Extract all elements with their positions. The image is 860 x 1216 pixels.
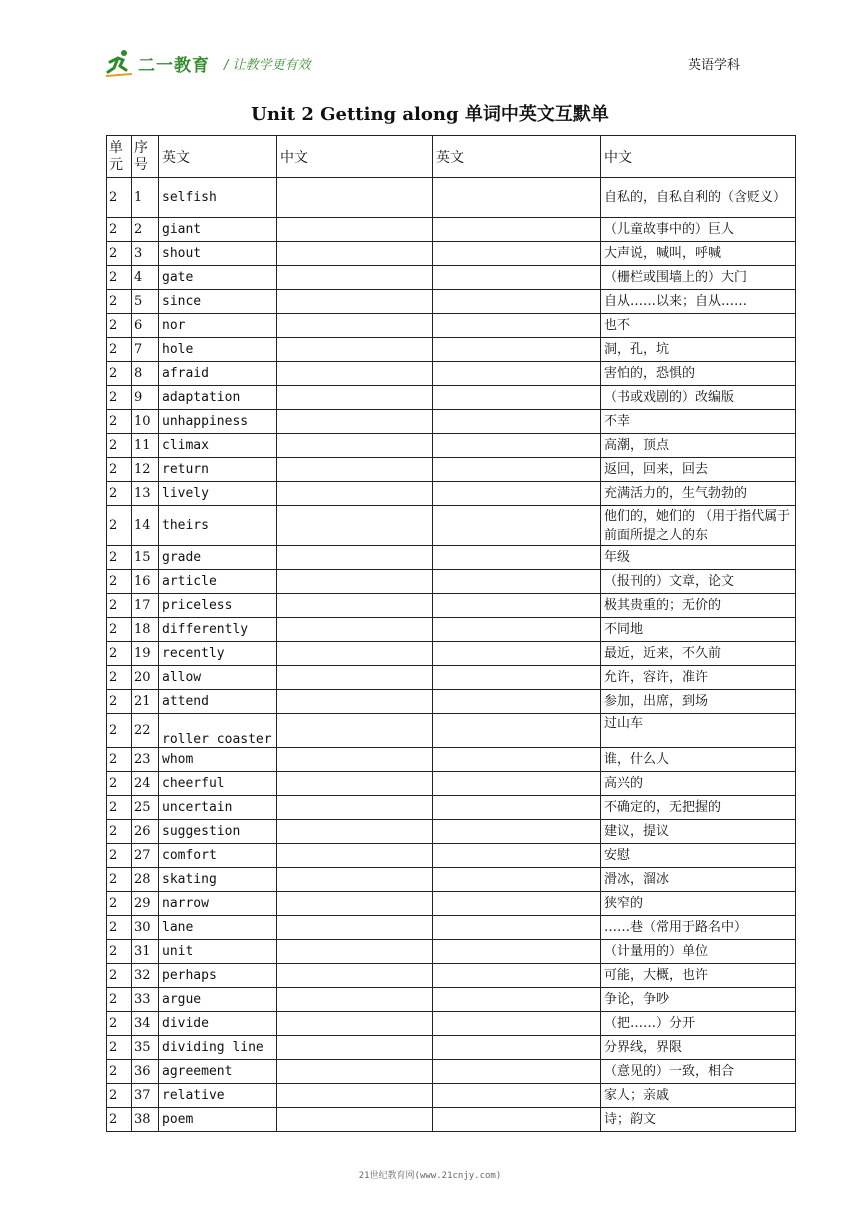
number-cell: 21 [132,690,159,714]
chinese-blank-cell [277,458,433,482]
english-blank-cell [433,748,601,772]
chinese-cell: 安慰 [601,844,796,868]
chinese-blank-cell [277,748,433,772]
chinese-blank-cell [277,642,433,666]
logo [104,46,210,80]
chinese-cell: 狭窄的 [601,892,796,916]
number-cell: 38 [132,1108,159,1132]
chinese-cell: （儿童故事中的）巨人 [601,218,796,242]
unit-cell: 2 [107,772,132,796]
chinese-cell: （栅栏或围墙上的）大门 [601,266,796,290]
unit-cell: 2 [107,892,132,916]
unit-cell: 2 [107,218,132,242]
english-cell: theirs [159,506,277,546]
table-row [107,642,796,666]
table-row [107,690,796,714]
chinese-cell: 滑冰，溜冰 [601,868,796,892]
header-chinese-2: 中文 [601,136,796,178]
english-blank-cell [433,1108,601,1132]
english-cell: roller coaster [159,714,277,748]
number-cell: 7 [132,338,159,362]
english-blank-cell [433,714,601,748]
english-blank-cell [433,290,601,314]
english-cell: narrow [159,892,277,916]
english-cell: shout [159,242,277,266]
number-cell: 30 [132,916,159,940]
chinese-cell: ……巷（常用于路名中） [601,916,796,940]
english-cell: lane [159,916,277,940]
chinese-blank-cell [277,666,433,690]
chinese-cell: 洞，孔，坑 [601,338,796,362]
number-cell: 2 [132,218,159,242]
number-cell: 15 [132,546,159,570]
chinese-cell: （书或戏剧的）改编版 [601,386,796,410]
chinese-blank-cell [277,242,433,266]
unit-cell: 2 [107,410,132,434]
number-cell: 19 [132,642,159,666]
header-unit-label: 单元 [109,139,123,173]
chinese-blank-cell [277,410,433,434]
english-blank-cell [433,1060,601,1084]
english-cell: cheerful [159,772,277,796]
number-cell: 5 [132,290,159,314]
chinese-blank-cell [277,618,433,642]
english-blank-cell [433,266,601,290]
chinese-blank-cell [277,434,433,458]
table-row [107,964,796,988]
table-row [107,1012,796,1036]
chinese-cell: （意见的）一致，相合 [601,1060,796,1084]
english-cell: relative [159,1084,277,1108]
chinese-cell: 参加，出席，到场 [601,690,796,714]
number-cell: 29 [132,892,159,916]
table-row [107,868,796,892]
chinese-blank-cell [277,796,433,820]
unit-cell: 2 [107,666,132,690]
unit-cell: 2 [107,458,132,482]
english-blank-cell [433,218,601,242]
page-title: Unit 2 Getting along 单词中英文互默单 [251,104,609,125]
table-header-row [107,136,796,178]
chinese-cell: 争论，争吵 [601,988,796,1012]
number-cell: 14 [132,506,159,546]
number-cell: 9 [132,386,159,410]
header-english-2: 英文 [433,136,601,178]
chinese-cell: （报刊的）文章，论文 [601,570,796,594]
number-cell: 16 [132,570,159,594]
english-blank-cell [433,178,601,218]
table-row [107,290,796,314]
table-row [107,892,796,916]
number-cell: 18 [132,618,159,642]
number-cell: 1 [132,178,159,218]
english-cell: article [159,570,277,594]
english-blank-cell [433,892,601,916]
unit-cell: 2 [107,1012,132,1036]
english-blank-cell [433,458,601,482]
chinese-blank-cell [277,546,433,570]
number-cell: 37 [132,1084,159,1108]
chinese-cell: 允许，容许，准许 [601,666,796,690]
number-cell: 23 [132,748,159,772]
english-blank-cell [433,988,601,1012]
table-row [107,940,796,964]
chinese-blank-cell [277,940,433,964]
english-blank-cell [433,772,601,796]
unit-cell: 2 [107,362,132,386]
number-cell: 20 [132,666,159,690]
number-cell: 25 [132,796,159,820]
table-row [107,338,796,362]
chinese-blank-cell [277,772,433,796]
chinese-blank-cell [277,218,433,242]
english-blank-cell [433,338,601,362]
number-cell: 36 [132,1060,159,1084]
chinese-blank-cell [277,482,433,506]
chinese-blank-cell [277,570,433,594]
chinese-blank-cell [277,178,433,218]
header-number-label: 序号 [134,139,148,173]
chinese-cell: 自私的，自私自利的（含贬义） [601,178,796,218]
table-row [107,988,796,1012]
english-cell: dividing line [159,1036,277,1060]
table-row [107,458,796,482]
chinese-cell: 不同地 [601,618,796,642]
english-blank-cell [433,796,601,820]
english-cell: unit [159,940,277,964]
number-cell: 10 [132,410,159,434]
unit-cell: 2 [107,266,132,290]
english-cell: uncertain [159,796,277,820]
chinese-cell: 谁，什么人 [601,748,796,772]
table-row [107,546,796,570]
number-cell: 6 [132,314,159,338]
english-blank-cell [433,546,601,570]
chinese-blank-cell [277,868,433,892]
unit-cell: 2 [107,748,132,772]
chinese-cell: 大声说，喊叫，呼喊 [601,242,796,266]
number-cell: 24 [132,772,159,796]
english-cell: poem [159,1108,277,1132]
table-row [107,178,796,218]
english-blank-cell [433,594,601,618]
table-row [107,362,796,386]
unit-cell: 2 [107,594,132,618]
chinese-blank-cell [277,1060,433,1084]
chinese-blank-cell [277,594,433,618]
unit-cell: 2 [107,796,132,820]
chinese-blank-cell [277,506,433,546]
english-cell: giant [159,218,277,242]
english-cell: argue [159,988,277,1012]
unit-cell: 2 [107,940,132,964]
english-blank-cell [433,1012,601,1036]
chinese-blank-cell [277,338,433,362]
unit-cell: 2 [107,386,132,410]
english-cell: agreement [159,1060,277,1084]
unit-cell: 2 [107,868,132,892]
unit-cell: 2 [107,1036,132,1060]
chinese-cell: 害怕的，恐惧的 [601,362,796,386]
chinese-blank-cell [277,690,433,714]
chinese-blank-cell [277,290,433,314]
unit-cell: 2 [107,988,132,1012]
unit-cell: 2 [107,314,132,338]
number-cell: 28 [132,868,159,892]
running-figure-icon [104,48,134,78]
table-row [107,1084,796,1108]
chinese-blank-cell [277,714,433,748]
chinese-cell: 他们的，她们的 （用于指代属于前面所提之人的东 [601,506,796,546]
table-row [107,386,796,410]
chinese-cell: 最近，近来，不久前 [601,642,796,666]
number-cell: 22 [132,714,159,748]
unit-cell: 2 [107,820,132,844]
english-cell: attend [159,690,277,714]
english-cell: selfish [159,178,277,218]
table-row [107,570,796,594]
table-row [107,916,796,940]
table-row [107,748,796,772]
chinese-cell: 不确定的，无把握的 [601,796,796,820]
chinese-blank-cell [277,314,433,338]
english-blank-cell [433,940,601,964]
english-blank-cell [433,434,601,458]
number-cell: 8 [132,362,159,386]
table-row [107,242,796,266]
english-blank-cell [433,362,601,386]
chinese-cell: 分界线，界限 [601,1036,796,1060]
page-header [104,46,754,80]
chinese-cell: 返回，回来，回去 [601,458,796,482]
table-row [107,410,796,434]
english-cell: comfort [159,844,277,868]
header-chinese-1: 中文 [277,136,433,178]
english-blank-cell [433,482,601,506]
number-cell: 12 [132,458,159,482]
unit-cell: 2 [107,1060,132,1084]
english-blank-cell [433,964,601,988]
chinese-cell: 可能，大概，也许 [601,964,796,988]
slogan: / 让教学更有效 [224,58,311,73]
chinese-blank-cell [277,266,433,290]
header-english-1: 英文 [159,136,277,178]
number-cell: 3 [132,242,159,266]
chinese-cell: 高兴的 [601,772,796,796]
table-row [107,482,796,506]
english-blank-cell [433,1036,601,1060]
english-cell: hole [159,338,277,362]
chinese-cell: 诗；韵文 [601,1108,796,1132]
vocabulary-table [106,135,796,1132]
table-row [107,666,796,690]
english-blank-cell [433,618,601,642]
table-row [107,434,796,458]
english-cell: suggestion [159,820,277,844]
english-cell: unhappiness [159,410,277,434]
logo-text: 二一教育 [138,55,210,76]
chinese-blank-cell [277,1084,433,1108]
english-cell: gate [159,266,277,290]
english-cell: priceless [159,594,277,618]
english-cell: grade [159,546,277,570]
unit-cell: 2 [107,570,132,594]
english-cell: climax [159,434,277,458]
english-cell: adaptation [159,386,277,410]
table-row [107,506,796,546]
number-cell: 11 [132,434,159,458]
table-row [107,1036,796,1060]
english-cell: skating [159,868,277,892]
unit-cell: 2 [107,178,132,218]
chinese-blank-cell [277,964,433,988]
english-blank-cell [433,642,601,666]
english-cell: afraid [159,362,277,386]
table-row [107,772,796,796]
unit-cell: 2 [107,618,132,642]
english-blank-cell [433,844,601,868]
table-row [107,1108,796,1132]
english-blank-cell [433,570,601,594]
number-cell: 31 [132,940,159,964]
english-cell: nor [159,314,277,338]
table-row [107,844,796,868]
chinese-blank-cell [277,362,433,386]
table-row [107,1060,796,1084]
chinese-cell: 年级 [601,546,796,570]
english-blank-cell [433,506,601,546]
english-blank-cell [433,410,601,434]
chinese-cell: 过山车 [601,714,796,748]
english-blank-cell [433,314,601,338]
chinese-cell: （计量用的）单位 [601,940,796,964]
number-cell: 33 [132,988,159,1012]
table-row [107,618,796,642]
unit-cell: 2 [107,434,132,458]
chinese-blank-cell [277,386,433,410]
english-cell: since [159,290,277,314]
chinese-cell: 家人；亲戚 [601,1084,796,1108]
subject-label: 英语学科 [687,58,740,73]
unit-cell: 2 [107,338,132,362]
english-cell: allow [159,666,277,690]
unit-cell: 2 [107,1108,132,1132]
chinese-cell: 不幸 [601,410,796,434]
table-row [107,266,796,290]
english-cell: differently [159,618,277,642]
chinese-blank-cell [277,1036,433,1060]
number-cell: 27 [132,844,159,868]
chinese-cell: 也不 [601,314,796,338]
header-unit [107,136,132,178]
english-blank-cell [433,242,601,266]
english-cell: lively [159,482,277,506]
unit-cell: 2 [107,964,132,988]
english-blank-cell [433,868,601,892]
english-cell: return [159,458,277,482]
unit-cell: 2 [107,1084,132,1108]
number-cell: 26 [132,820,159,844]
table-row [107,218,796,242]
english-blank-cell [433,1084,601,1108]
table-row [107,714,796,748]
chinese-blank-cell [277,1108,433,1132]
chinese-blank-cell [277,892,433,916]
chinese-cell: 自从……以来；自从…… [601,290,796,314]
number-cell: 32 [132,964,159,988]
unit-cell: 2 [107,714,132,748]
english-blank-cell [433,916,601,940]
table-row [107,820,796,844]
english-cell: perhaps [159,964,277,988]
unit-cell: 2 [107,916,132,940]
english-blank-cell [433,666,601,690]
chinese-blank-cell [277,988,433,1012]
unit-cell: 2 [107,844,132,868]
table-row [107,796,796,820]
table-body [107,178,796,1132]
chinese-cell: （把……）分开 [601,1012,796,1036]
footer: 21世纪教育网(www.21cnjy.com) [358,1171,502,1181]
chinese-cell: 高潮，顶点 [601,434,796,458]
unit-cell: 2 [107,690,132,714]
table-row [107,594,796,618]
unit-cell: 2 [107,242,132,266]
number-cell: 17 [132,594,159,618]
chinese-blank-cell [277,1012,433,1036]
chinese-blank-cell [277,916,433,940]
header-number [132,136,159,178]
table-row [107,314,796,338]
unit-cell: 2 [107,290,132,314]
chinese-blank-cell [277,844,433,868]
english-blank-cell [433,386,601,410]
chinese-cell: 极其贵重的；无价的 [601,594,796,618]
unit-cell: 2 [107,642,132,666]
chinese-blank-cell [277,820,433,844]
unit-cell: 2 [107,506,132,546]
english-blank-cell [433,820,601,844]
english-cell: recently [159,642,277,666]
unit-cell: 2 [107,546,132,570]
number-cell: 35 [132,1036,159,1060]
english-cell: whom [159,748,277,772]
unit-cell: 2 [107,482,132,506]
number-cell: 13 [132,482,159,506]
chinese-cell: 充满活力的，生气勃勃的 [601,482,796,506]
number-cell: 34 [132,1012,159,1036]
english-cell: divide [159,1012,277,1036]
english-blank-cell [433,690,601,714]
chinese-cell: 建议，提议 [601,820,796,844]
number-cell: 4 [132,266,159,290]
